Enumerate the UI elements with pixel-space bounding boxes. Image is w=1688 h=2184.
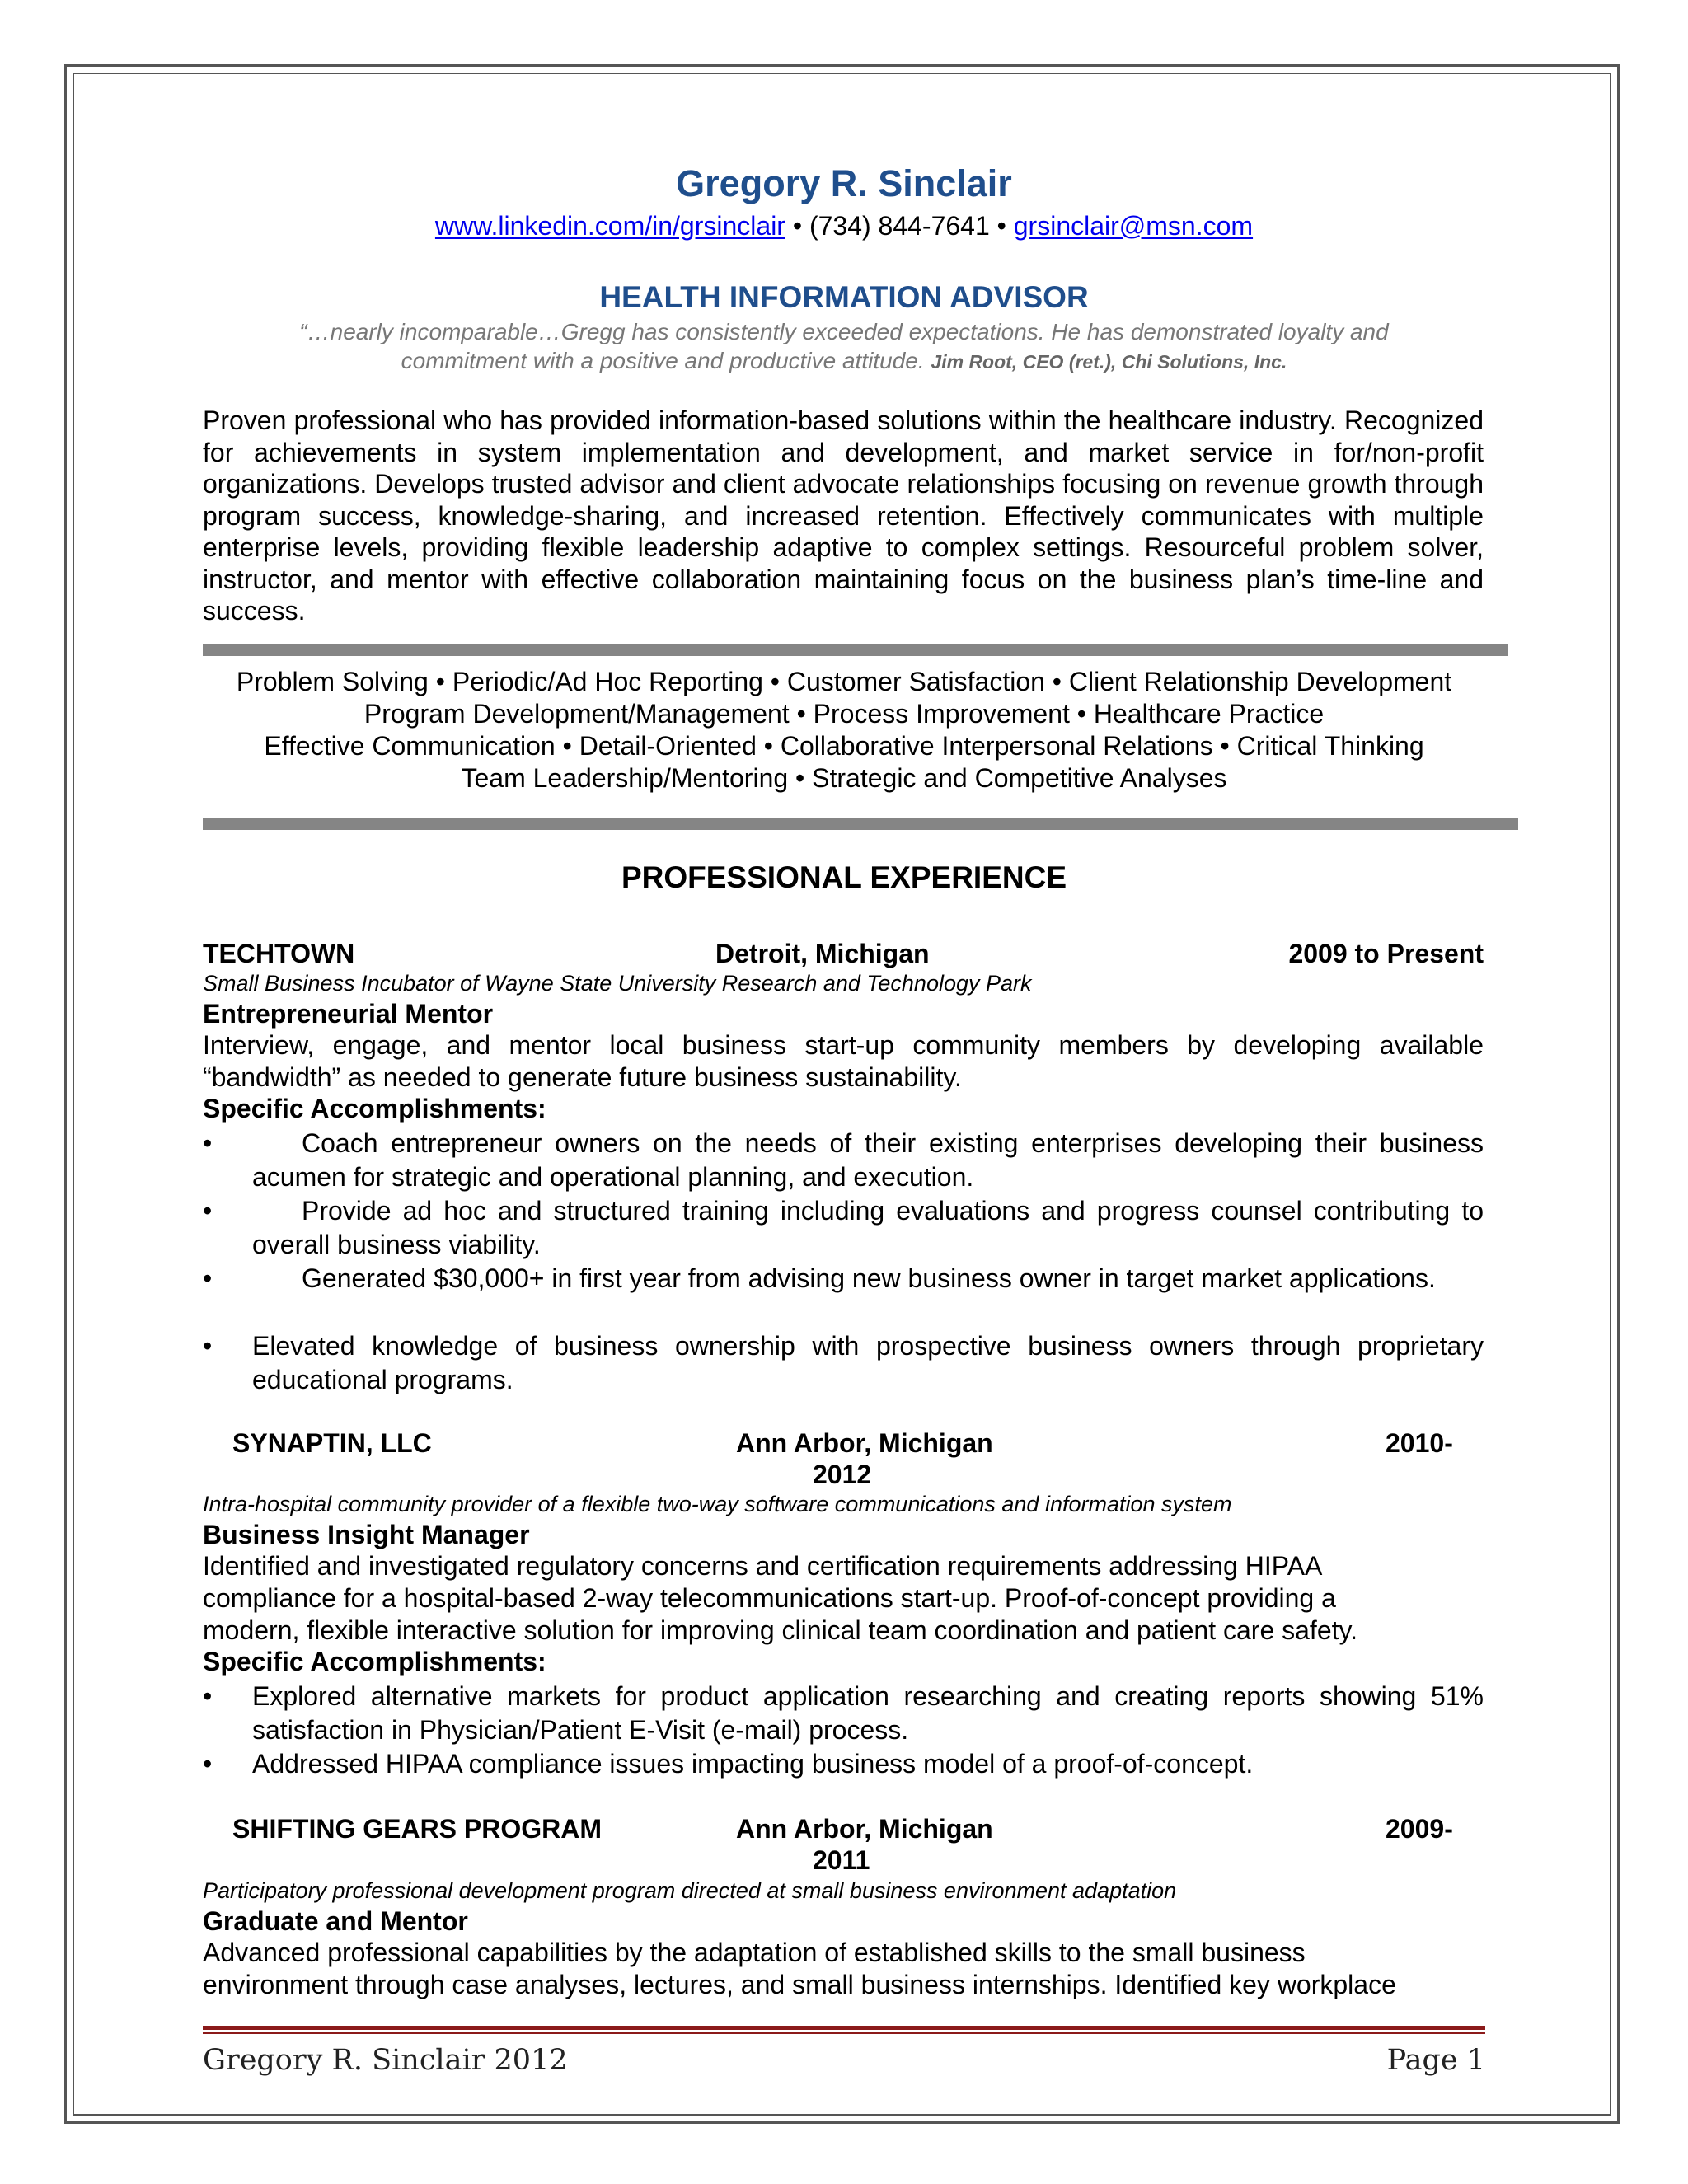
accomplishment-bullet (203, 1329, 1484, 1397)
bullet-icon: • (203, 1196, 213, 1226)
skills-line: Team Leadership/Mentoring • Strategic and Competitive Analyses (461, 763, 1227, 793)
testimonial-quote-line2: commitment with a positive and productive attitude. (401, 348, 925, 373)
job-title: Entrepreneurial Mentor (203, 999, 494, 1029)
bullet-icon: • (203, 1681, 213, 1711)
job-title: Graduate and Mentor (203, 1906, 468, 1936)
footer-rule (203, 2026, 1485, 2030)
footer-page-number: Page 1 (1386, 2044, 1485, 2077)
bullet-text: Generated $30,000+ in first year from advising new business owner in target market applications. (302, 1263, 1436, 1293)
bullet-icon: • (203, 1749, 213, 1779)
skills-line: Problem Solving • Periodic/Ad Hoc Reporting • Customer Satisfaction • Client Relationship Development (236, 667, 1452, 696)
linkedin-link[interactable]: www.linkedin.com/in/grsinclair (434, 211, 785, 241)
divider-bottom (203, 818, 1518, 830)
job-summary (203, 1937, 1396, 2001)
bullet-text: Provide ad hoc and structured training including evaluations and progress counsel contributing to overall business viability. (252, 1196, 1484, 1259)
job-dates: 2009 to Present (1288, 939, 1484, 968)
bullet-text: Explored alternative markets for product application researching and creating reports showing 51% satisfaction in Physician/Patient E-Visit (e-mail) process. (252, 1681, 1484, 1745)
job-summary: Interview, engage, and mentor local business start-up community members by developing available “bandwidth” as needed to generate future business sustainability. (203, 1030, 1484, 1092)
summary-paragraph: Proven professional who has provided information-based solutions within the healthcare industry. Recognized for achievements in system implementation and development, and market service in for/non-profit organizations. Develops trusted advisor and client advocate relationships focusing on revenue growth through program success, knowledge-sharing, and increased retention. Effectively communicates with multiple enterprise levels, providing flexible leadership adaptive to complex settings. Resourceful problem solver, instructor, and mentor with effective collaboration maintaining focus on the business plan’s time-line and success. (203, 405, 1484, 626)
bullet-text: Coach entrepreneur owners on the needs of their existing enterprises developing their business acumen for strategic and operational planning, and execution. (252, 1128, 1484, 1192)
testimonial-attribution: Jim Root, CEO (ret.), Chi Solutions, Inc. (931, 351, 1287, 373)
bullet-icon: • (203, 1263, 213, 1293)
job-location: Ann Arbor, Michigan (736, 1814, 993, 1844)
testimonial (239, 317, 1449, 377)
bullet-text: Addressed HIPAA compliance issues impacting business model of a proof-of-concept. (252, 1749, 1254, 1779)
job-summary-line: Advanced professional capabilities by the adaptation of established skills to the small business (203, 1938, 1306, 1967)
job-summary-line: environment through case analyses, lectures, and small business internships. Identified key workplace (203, 1970, 1396, 1999)
job-description: Intra-hospital community provider of a flexible two-way software communications and information system (203, 1492, 1232, 1516)
bullet-text: Elevated knowledge of business ownership with prospective business owners through proprietary educational programs. (252, 1331, 1484, 1394)
headline: HEALTH INFORMATION ADVISOR (599, 280, 1089, 314)
job-description: Participatory professional development program directed at small business environment adaptation (203, 1878, 1177, 1903)
accomplishment-bullet (203, 1680, 1484, 1747)
accomplishment-bullet (203, 1194, 1484, 1262)
job-summary-line: modern, flexible interactive solution for improving clinical team coordination and patient care safety. (203, 1615, 1358, 1645)
job-location: Detroit, Michigan (715, 939, 930, 968)
accomplishments-label: Specific Accomplishments: (203, 1094, 546, 1123)
job-title: Business Insight Manager (203, 1520, 530, 1549)
bullet-icon: • (203, 1128, 213, 1158)
divider-top (203, 644, 1508, 656)
candidate-name: Gregory R. Sinclair (676, 162, 1012, 204)
skills-line: Program Development/Management • Process Improvement • Healthcare Practice (363, 699, 1325, 729)
job-summary-line: compliance for a hospital-based 2-way telecommunications start-up. Proof-of-concept providing a (203, 1583, 1336, 1613)
footer-rule-thin (203, 2032, 1485, 2034)
contact-line (0, 211, 1688, 241)
phone-number: (734) 844-7641 (809, 211, 990, 241)
job-location: Ann Arbor, Michigan (736, 1428, 993, 1458)
accomplishment-bullet (203, 1127, 1484, 1194)
footer-left: Gregory R. Sinclair 2012 (203, 2044, 568, 2077)
section-title: PROFESSIONAL EXPERIENCE (621, 860, 1067, 894)
accomplishment-bullet (203, 1262, 1484, 1296)
job-summary-line: Identified and investigated regulatory concerns and certification requirements addressing HIPAA (203, 1551, 1323, 1581)
job-company: SHIFTING GEARS PROGRAM (232, 1814, 603, 1844)
job-company: SYNAPTIN, LLC (232, 1428, 432, 1458)
job-dates-start: 2010- (1386, 1428, 1453, 1458)
job-dates-start: 2009- (1386, 1814, 1453, 1844)
accomplishment-bullet (203, 1747, 1484, 1781)
job-description: Small Business Incubator of Wayne State University Research and Technology Park (203, 971, 1032, 996)
contact-separator: • (996, 211, 1006, 241)
testimonial-quote-line1: “…nearly incomparable…Gregg has consistently exceeded expectations. He has demonstrated loyalty and (299, 319, 1389, 344)
job-dates-end: 2012 (813, 1460, 872, 1489)
job-dates-end: 2011 (813, 1845, 870, 1875)
skills-line: Effective Communication • Detail-Oriented • Collaborative Interpersonal Relations • Critical Thinking (264, 731, 1424, 761)
accomplishments-label: Specific Accomplishments: (203, 1647, 546, 1676)
skills-list (165, 666, 1523, 794)
job-summary (203, 1550, 1357, 1647)
email-link[interactable]: grsinclair@msn.com (1013, 211, 1254, 241)
contact-separator: • (792, 211, 803, 241)
bullet-icon: • (203, 1331, 213, 1361)
job-company: TECHTOWN (203, 939, 355, 968)
